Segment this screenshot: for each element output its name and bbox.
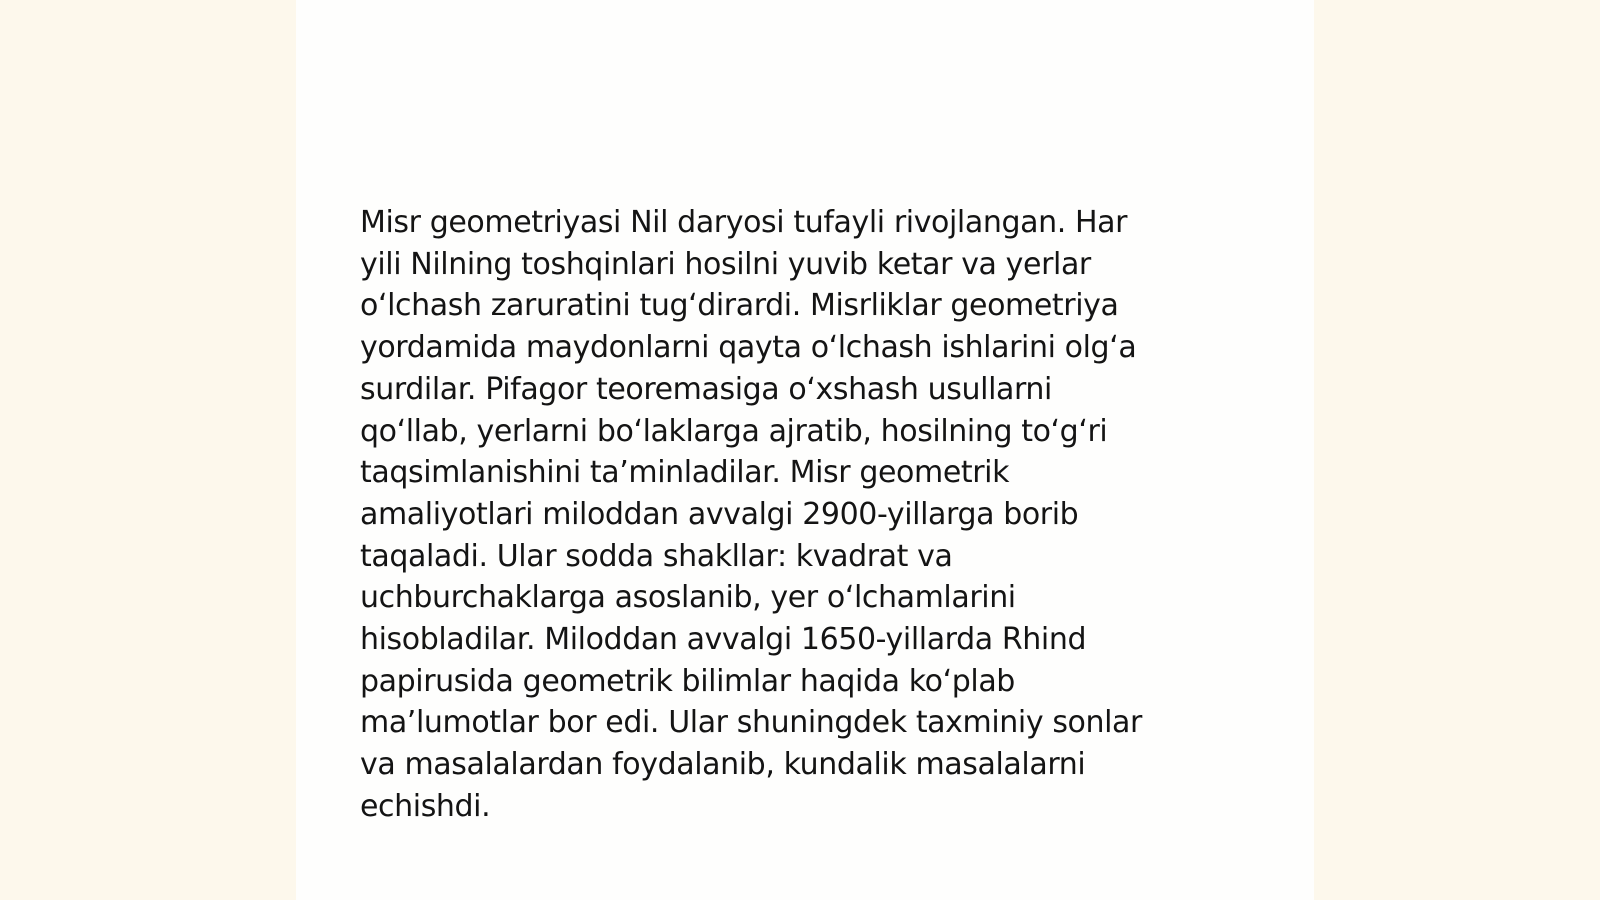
paragraph-line: yili Nilning toshqinlari hosilni yuvib ketar va yerlar [360,246,1091,282]
slide-page [296,0,1314,900]
paragraph-line: hisobladilar. Miloddan avvalgi 1650-yillarda Rhind [360,622,1087,658]
body-paragraph [360,202,1240,828]
paragraph-line: papirusida geometrik bilimlar haqida ko‘plab [360,663,1015,699]
paragraph-line: amaliyotlari miloddan avvalgi 2900-yillarga borib [360,496,1079,532]
paragraph-line: surdilar. Pifagor teoremasiga o‘xshash usullarni [360,371,1052,407]
paragraph-line: ma’lumotlar bor edi. Ular shuningdek taxminiy sonlar [360,705,1142,741]
paragraph-line: o‘lchash zaruratini tug‘dirardi. Misrliklar geometriya [360,288,1119,324]
paragraph-line: uchburchaklarga asoslanib, yer o‘lchamlarini [360,580,1016,616]
paragraph-line: Misr geometriyasi Nil daryosi tufayli rivojlangan. Har [360,205,1128,240]
paragraph-line: taqsimlanishini ta’minladilar. Misr geometrik [360,455,1010,491]
paragraph-line: va masalalardan foydalanib, kundalik masalalarni [360,747,1086,783]
paragraph-line: taqaladi. Ular sodda shakllar: kvadrat va [360,538,953,574]
paragraph-line: echishdi. [360,788,491,824]
paragraph-line: qo‘llab, yerlarni bo‘laklarga ajratib, hosilning to‘g‘ri [360,413,1108,449]
paragraph-line: yordamida maydonlarni qayta o‘lchash ishlarini olg‘a [360,330,1137,366]
